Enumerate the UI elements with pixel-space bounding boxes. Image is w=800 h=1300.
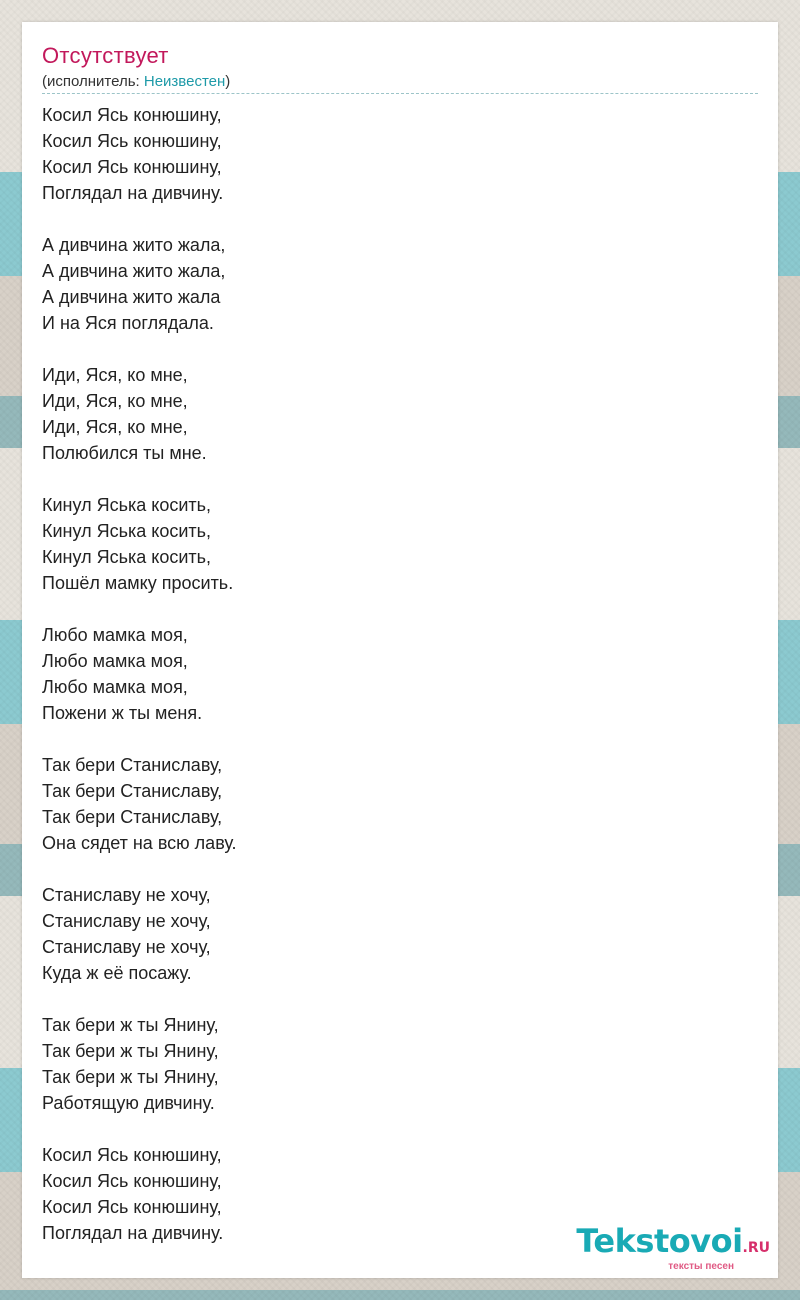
song-title: Отсутствует bbox=[42, 43, 169, 68]
logo-tagline: тексты песен bbox=[668, 1261, 734, 1272]
divider bbox=[42, 93, 758, 94]
lyrics-card bbox=[22, 22, 778, 1278]
artist-link[interactable]: Неизвестен bbox=[143, 73, 226, 90]
artist-prefix: (исполнитель: bbox=[42, 73, 144, 90]
artist-line bbox=[42, 73, 230, 90]
logo-wordmark bbox=[576, 1222, 770, 1263]
logo-tld: .RU bbox=[742, 1240, 770, 1256]
site-logo[interactable] bbox=[576, 1222, 770, 1272]
artist-suffix: ) bbox=[225, 73, 231, 90]
logo-name: Tekstovoi bbox=[576, 1222, 743, 1260]
lyrics-text: Косил Ясь конюшину, Косил Ясь конюшину, Косил Ясь конюшину, Поглядал на дивчину. А дивчина жито жала, А дивчина жито жала, А дивчина жито жала И на Яся поглядала. Иди, Яся, ко мне, Иди, Яся, ко мне, Иди, Яся, ко мне, Полюбился ты мне. Кинул Яська косить, Кинул Яська косить, Кинул Яська косить, Пошёл мамку просить. Любо мамка моя, Любо мамка моя, Любо мамка моя, Пожени ж ты меня. Так бери Станиславу, Так бери Станиславу, Так бери Станиславу, Она сядет на всю лаву. Станиславу не хочу, Станиславу не хочу, Станиславу не хочу, Куда ж её посажу. Так бери ж ты Янину, Так бери ж ты Янину, Так бери ж ты Янину, Работящую дивчину. Косил Ясь конюшину, Косил Ясь конюшину, Косил Ясь конюшину, Поглядал на дивчину. bbox=[42, 105, 237, 1243]
